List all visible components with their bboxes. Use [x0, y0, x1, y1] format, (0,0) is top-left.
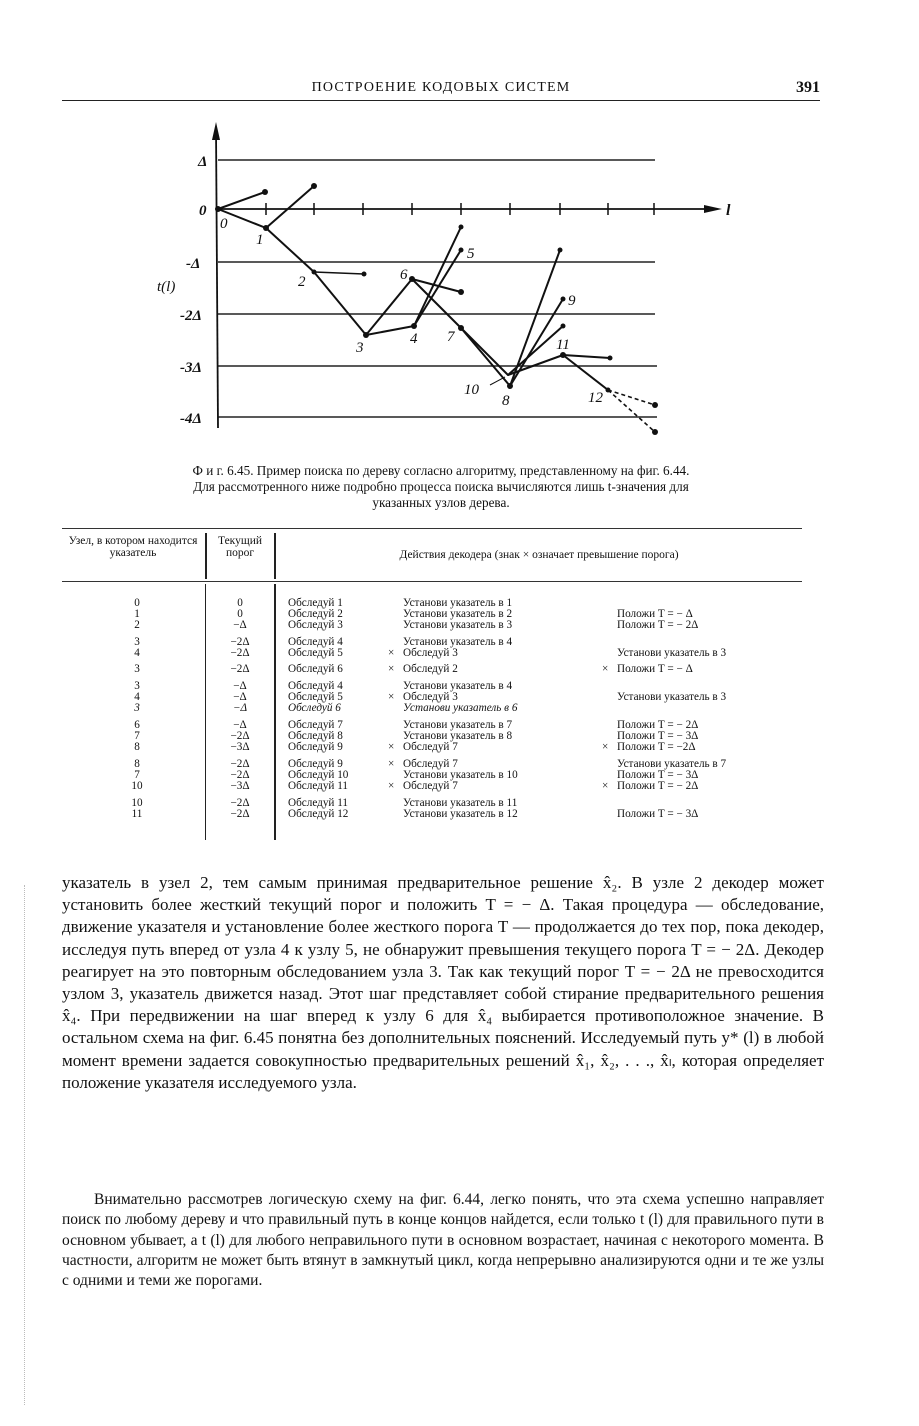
- y-axis-title: t(l): [157, 279, 176, 295]
- caption-line-3: указанных узлов дерева.: [372, 495, 510, 510]
- svg-text:10: 10: [464, 382, 479, 398]
- table-group: [62, 720, 802, 754]
- body-paragraph-2: Внимательно рассмотрев логическую схему на фиг. 6.44, легко понять, что эта схема успешно направляет поиск по любому дереву и что правильный путь в конце концов найдется, если только t (l) для правильного пути в основном убывает, а t (l) для любого неправильного пути в основном возрастает, начиная с некоторого момента. В частности, алгоритм не может быть втянут в замкнутый цикл, когда непрерывно анализируются одни и те же узлы с одними и теми же порогами.: [62, 1191, 824, 1290]
- svg-text:7: 7: [447, 329, 455, 345]
- svg-text:8: 8: [502, 393, 510, 409]
- svg-text:1: 1: [256, 232, 264, 248]
- tree-search-plot: [150, 115, 750, 455]
- svg-text:-3Δ: -3Δ: [180, 360, 202, 376]
- svg-text:6: 6: [400, 267, 408, 283]
- dashed-branches: [608, 390, 655, 432]
- svg-text:11: 11: [556, 337, 570, 353]
- table-row: 7 −2Δ Обследуй 10 Установи указатель в 10 Положи T = − 3Δ: [134, 769, 699, 782]
- table-row: 10 −2Δ Обследуй 11 Установи указатель в 11: [131, 797, 518, 809]
- caption-line-1: Ф и г. 6.45. Пример поиска по дереву согласно алгоритму, представленному на фиг. 6.44.: [192, 463, 690, 478]
- y-axis-labels: [180, 154, 207, 427]
- table-row: 0 0 Обследуй 1 Установи указатель в 1: [134, 597, 513, 609]
- table-row: 10 −3Δ Обследуй 11 × Обследуй 7 × Положи T = − 2Δ: [131, 780, 699, 793]
- table-row: 2 −Δ Обследуй 3 Установи указатель в 3 Положи T = − 2Δ: [134, 619, 699, 632]
- running-header: [62, 78, 820, 101]
- column-divider: [205, 533, 207, 579]
- figure-tree-search-chart: [150, 115, 750, 455]
- x-axis-arrow-icon: [704, 205, 722, 213]
- table-group: [62, 759, 802, 793]
- decoder-actions-table: [62, 528, 802, 840]
- search-paths: [218, 186, 610, 390]
- table-group: [62, 598, 802, 632]
- svg-text:0: 0: [220, 216, 228, 232]
- svg-text:2: 2: [298, 274, 306, 290]
- running-title: ПОСТРОЕНИЕ КОДОВЫХ СИСТЕМ: [311, 80, 571, 95]
- figure-caption: [62, 463, 820, 511]
- svg-text:Δ: Δ: [198, 154, 208, 170]
- svg-text:3: 3: [356, 340, 364, 356]
- table-header: [62, 528, 802, 582]
- table-body: [62, 582, 802, 840]
- caption-line-2: Для рассмотренного ниже подробно процесса поиска вычисляются лишь t-значения для: [193, 479, 689, 494]
- y-axis-arrow-icon: [212, 122, 220, 140]
- svg-text:12: 12: [588, 390, 603, 406]
- table-row: 3 −Δ Обследуй 6 Установи указатель в 6: [134, 702, 518, 715]
- header-threshold: Текущий порог: [217, 535, 263, 559]
- page-number: 391: [796, 79, 820, 96]
- table-row: 7 −2Δ Обследуй 8 Установи указатель в 8 Положи T = − 3Δ: [134, 730, 699, 743]
- table-row: 1 0 Обследуй 2 Установи указатель в 2 Положи T = − Δ: [134, 608, 693, 621]
- table-group: [62, 681, 802, 715]
- body-paragraph-1: указатель в узел 2, тем самым принимая предварительное решение x̂₂. В узле 2 декодер может установить более жесткий текущий порог и положить T = − Δ. Такая процедура — обследование, движение указателя и установление более жесткого порога T — продолжается до тех пор, пока декодер, исследуя путь вперед от узла 4 к узлу 5, не обнаружит превышения текущего порога T = − 2Δ. Декодер реагирует на это повторным обследованием узла 3. Так как текущий порог T = − 2Δ не превосходится узлом 3, указатель движется назад. Этот шаг представляет собой стирание предварительного решения x̂₄. При передвижении на шаг вперед к узлу 6 для x̂₄ выбирается противоположное значение. В остальном схема на фиг. 6.45 понятна без дополнительных пояснений. Исследуемый путь y* (l) в любой момент времени задается совокупностью предварительных решений x̂₁, x̂₂, . . ., x̂ₗ, которая определяет положение указателя исследуемого узла.: [62, 873, 824, 1092]
- svg-text:-2Δ: -2Δ: [180, 308, 202, 324]
- table-group: [62, 664, 802, 675]
- svg-text:4: 4: [410, 331, 418, 347]
- table-row: 6 −Δ Обследуй 7 Установи указатель в 7 Положи T = − 2Δ: [134, 719, 699, 731]
- svg-text:0: 0: [199, 203, 207, 219]
- table-group: [62, 798, 802, 820]
- svg-text:-4Δ: -4Δ: [180, 411, 202, 427]
- svg-text:5: 5: [467, 246, 475, 262]
- header-actions: Действия декодера (знак × означает превышение порога): [399, 549, 679, 561]
- table-row: 8 −3Δ Обследуй 9 × Обследуй 7 × Положи T = −2Δ: [134, 741, 696, 754]
- table-row: 3 −2Δ Обследуй 4 Установи указатель в 4: [134, 636, 513, 648]
- svg-text:-Δ: -Δ: [186, 256, 201, 272]
- table-row: 3 −Δ Обследуй 4 Установи указатель в 4: [134, 680, 513, 692]
- header-node: Узел, в котором находится указатель: [68, 535, 198, 559]
- column-divider: [274, 533, 276, 579]
- table-row: 4 −Δ Обследуй 5 × Обследуй 3 Установи указатель в 3: [134, 691, 727, 704]
- table-row: 3 −2Δ Обследуй 6 × Обследуй 2 × Положи T = − Δ: [134, 663, 693, 675]
- table-row: 11 −2Δ Обследуй 12 Установи указатель в 12 Положи T = − 3Δ: [131, 808, 699, 821]
- table-row: 8 −2Δ Обследуй 9 × Обследуй 7 Установи указатель в 7: [134, 758, 727, 770]
- table-row: 4 −2Δ Обследуй 5 × Обследуй 3 Установи указатель в 3: [134, 647, 727, 660]
- svg-text:9: 9: [568, 293, 576, 309]
- node-labels: [220, 216, 604, 409]
- x-axis-title: l: [726, 202, 731, 219]
- table-group: [62, 637, 802, 659]
- scan-margin-artifact: [24, 885, 26, 1405]
